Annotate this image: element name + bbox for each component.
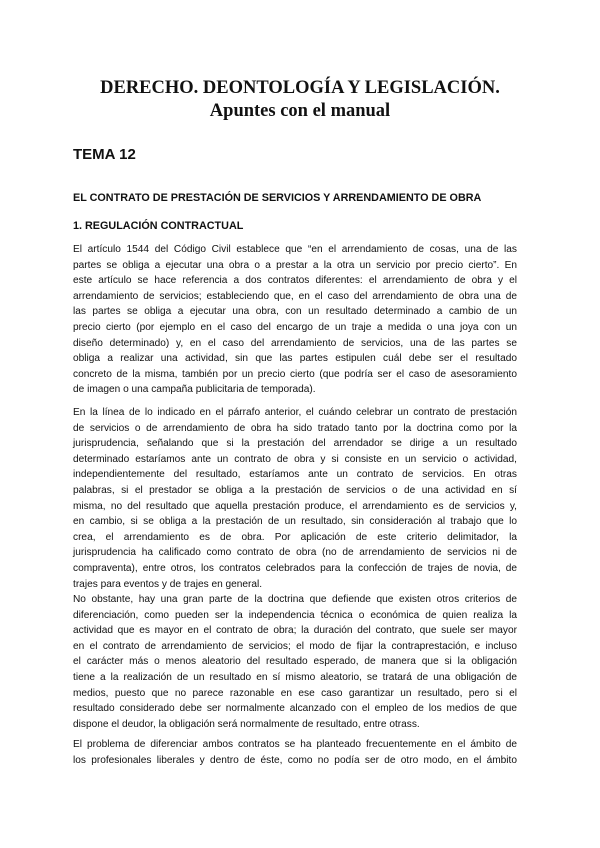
paragraph-line: No obstante, hay una gran parte de la doctrina que defiende que existen otros criterios de [73,594,517,605]
paragraph-line: diseño determinado) y, en el caso del arrendamiento de servicios, una de las partes se [73,337,517,349]
paragraph-line: jurisprudencia, señalando que si la prestación del arrendador se dirige a un resultado [73,438,517,450]
paragraph-line: compraventa), entre otros, los contratos celebrados para la confección de trajes de novia, de [73,562,517,574]
paragraph-line: de servicios o de arrendamiento de obra ha sido tratado tanto por la doctrina como por la [73,422,517,434]
paragraph-line: este artículo se hace referencia a dos contratos diferentes: el arrendamiento de obra y el [73,275,517,287]
section-title: EL CONTRATO DE PRESTACIÓN DE SERVICIOS Y ARRENDAMIENTO DE OBRA [73,192,482,204]
paragraph-line: medios, puesto que no parece razonable en ese caso garantizar un resultado, pero si el [73,687,517,699]
paragraph-1 [73,242,517,398]
document-subtitle: Apuntes con el manual [209,101,391,121]
paragraph-line: crea, el arrendamiento es de obra. Por aplicación de este criterio delimitador, la [73,531,517,543]
paragraph-line: las partes se obliga a ejecutar una obra, con un resultado determinado a cambio de un [73,306,517,318]
tema-heading: TEMA 12 [73,146,136,163]
paragraph-line: de imagen o una campaña publicitaria de temporada). [73,384,316,396]
paragraph-line: misma, no del resultado que aquella prestación produce, el arrendamiento es de servicios y, [73,500,517,512]
paragraph-line: actividad que es mayor en el contrato de obra; la duración del contrato, que suele ser mayor [73,625,517,637]
paragraph-line: independientemente del resultado, estaríamos ante un contrato de servicios. En otras [73,469,517,481]
paragraph-line: arrendamiento de servicios; estableciendo que, en el caso del arrendamiento de obra una de [73,290,517,302]
subsection-title: 1. REGULACIÓN CONTRACTUAL [73,220,244,232]
paragraph-line: obliga a realizar una actividad, sin que las partes estipulen cuál debe ser el resultado [73,353,517,365]
paragraph-line: determinado estaríamos ante un contrato de obra y si consiste en un servicio o actividad, [73,453,517,465]
paragraph-line: jurisprudencia ha calificado como contrato de obra (no de arrendamiento de servicios ni de [73,547,517,559]
paragraph-3 [73,592,517,732]
paragraph-line: palabras, si el prestador se obliga a la prestación de servicios o de una actividad en sí [73,484,517,496]
paragraph-line: En la línea de lo indicado en el párrafo anterior, el cuándo celebrar un contrato de prestación [73,407,517,418]
paragraph-line: en el contrato de arrendamiento de servicios; el modo de fijar la contraprestación, e incluso [73,640,517,652]
paragraph-line: partes se obliga a ejecutar una obra o a prestar a la otra un servicio por precio cierto”. En [73,259,517,271]
paragraph-2 [73,405,517,592]
paragraph-line: El artículo 1544 del Código Civil establece que “en el arrendamiento de cosas, una de las [73,244,517,255]
paragraph-line: el carácter más o menos aleatorio del resultado esperado, de manera que si la obligación [73,656,517,668]
paragraph-line: precio cierto (por ejemplo en el caso del encargo de un traje a medida o una joya con un [73,321,517,333]
paragraph-line: en cambio, si se obliga a la prestación de un resultado, sin consideración al trabajo que lo [73,516,517,528]
document-title: DERECHO. DEONTOLOGÍA Y LEGISLACIÓN. [100,78,500,98]
paragraph-line: diferenciación, como pueden ser la independencia técnica o económica de quien realiza la [73,609,517,621]
paragraph-line: trajes para eventos y de trajes en general. [73,578,263,590]
paragraph-line: El problema de diferenciar ambos contratos se ha planteado frecuentemente en el ámbito de [73,739,517,750]
paragraph-line: resultado considerado debe ser normalmente alcanzado con el empleo de los medios de que [73,703,517,715]
paragraph-line: tiene a la realización de un resultado en sí mismo aleatorio, se tratará de una obligación de [73,671,517,683]
paragraph-line: los profesionales liberales y dentro de éste, como no podía ser de otro modo, en el ámbito [73,754,517,766]
paragraph-line: dispone el deudor, la obligación será normalmente de resultado, entre otrass. [73,718,420,730]
paragraph-4 [73,737,517,768]
paragraph-line: concreto de la misma, también por un precio cierto (que podría ser el caso de asesoramiento [73,368,517,380]
